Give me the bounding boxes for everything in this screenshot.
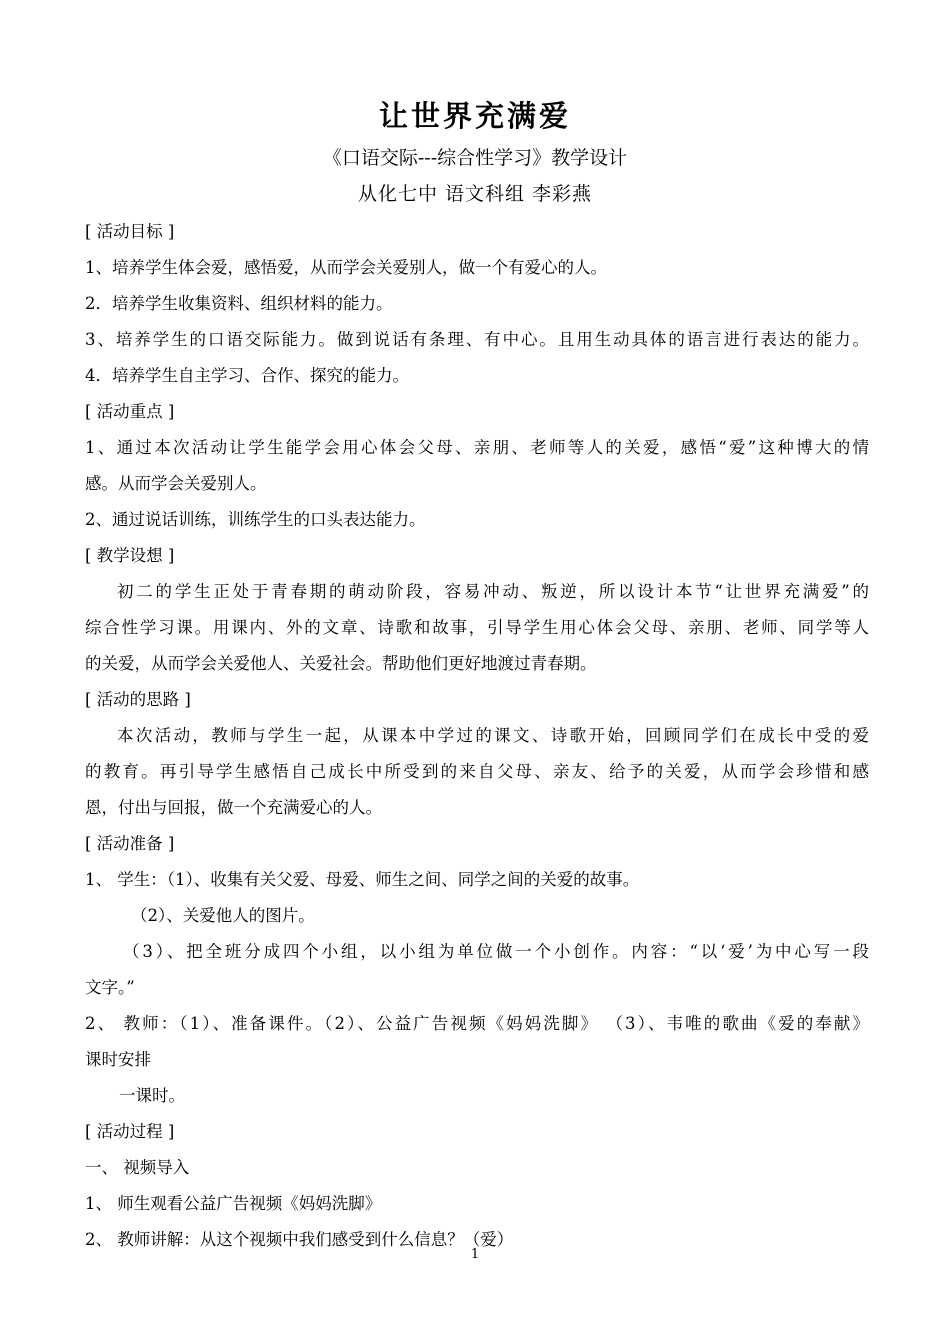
text-line: 1、 学生：（1）、收集有关父爱、母爱、师生之间、同学之间的关爱的故事。 (85, 870, 640, 889)
author-line: 从化七中 语文科组 李彩燕 (357, 183, 593, 205)
text-line: 文字。” (85, 978, 135, 997)
document-title: 让世界充满爱 (378, 99, 571, 133)
text-line: 感。从而学会关爱别人。 (85, 474, 267, 493)
text-line: 1、培养学生体会爱，感悟爱，从而学会关爱别人，做一个有爱心的人。 (85, 258, 607, 277)
text-line: 2、通过说话训练，训练学生的口头表达能力。 (85, 510, 426, 529)
text-line: 2、 教师讲解：从这个视频中我们感受到什么信息？（爱） (85, 1230, 514, 1249)
text-line: [ 活动目标 ] (85, 222, 175, 241)
document-subtitle: 《口语交际---综合性学习》教学设计 (322, 147, 628, 169)
text-line: 一、 视频导入 (85, 1158, 190, 1177)
text-line: 初二的学生正处于青春期的萌动阶段，容易冲动、叛逆，所以设计本节“让世界充满爱”的 (117, 582, 869, 601)
text-line: 的教育。再引导学生感悟自己成长中所受到的来自父母、亲友、给予的关爱，从而学会珍惜和感 (85, 762, 869, 781)
text-line: 本次活动，教师与学生一起，从课本中学过的课文、诗歌开始，回顾同学们在成长中受的爱 (117, 726, 869, 745)
text-line: 2、 教师：（1）、准备课件。（2）、公益广告视频《妈妈洗脚》 （3）、韦唯的歌曲《爱的奉献》 (85, 1014, 869, 1033)
text-line: 1、通过本次活动让学生能学会用心体会父母、亲朋、老师等人的关爱，感悟“爱”这种博大的情 (85, 438, 869, 457)
text-line: [ 教学设想 ] (85, 546, 175, 565)
text-line: 3、培养学生的口语交际能力。做到说话有条理、有中心。且用生动具体的语言进行表达的能力。 (85, 330, 869, 349)
text-line: [ 活动准备 ] (85, 834, 175, 853)
text-line: 一课时。 (119, 1086, 185, 1105)
text-line: [ 活动过程 ] (85, 1122, 175, 1141)
document-body (85, 214, 869, 1258)
text-line: 1、 师生观看公益广告视频《妈妈洗脚》 (85, 1194, 382, 1213)
text-line: [ 活动重点 ] (85, 402, 175, 421)
text-line: [ 活动的思路 ] (85, 690, 191, 709)
text-line: 综合性学习课。用课内、外的文章、诗歌和故事，引导学生用心体会父母、亲朋、老师、同学等人 (85, 618, 869, 637)
text-line: （2）、关爱他人的图片。 (131, 906, 315, 925)
text-line: 的关爱，从而学会关爱他人、关爱社会。帮助他们更好地渡过青春期。 (85, 654, 597, 673)
text-line: 课时安排 (85, 1050, 151, 1069)
page-number: 1 (470, 1247, 480, 1262)
text-line: 4．培养学生自主学习、合作、探究的能力。 (85, 366, 409, 385)
text-line: （3）、把全班分成四个小组，以小组为单位做一个小创作。内容：“以‘爱’为中心写一段 (123, 942, 869, 961)
text-line: 恩，付出与回报，做一个充满爱心的人。 (85, 798, 382, 817)
text-line: 2．培养学生收集资料、组织材料的能力。 (85, 294, 393, 313)
